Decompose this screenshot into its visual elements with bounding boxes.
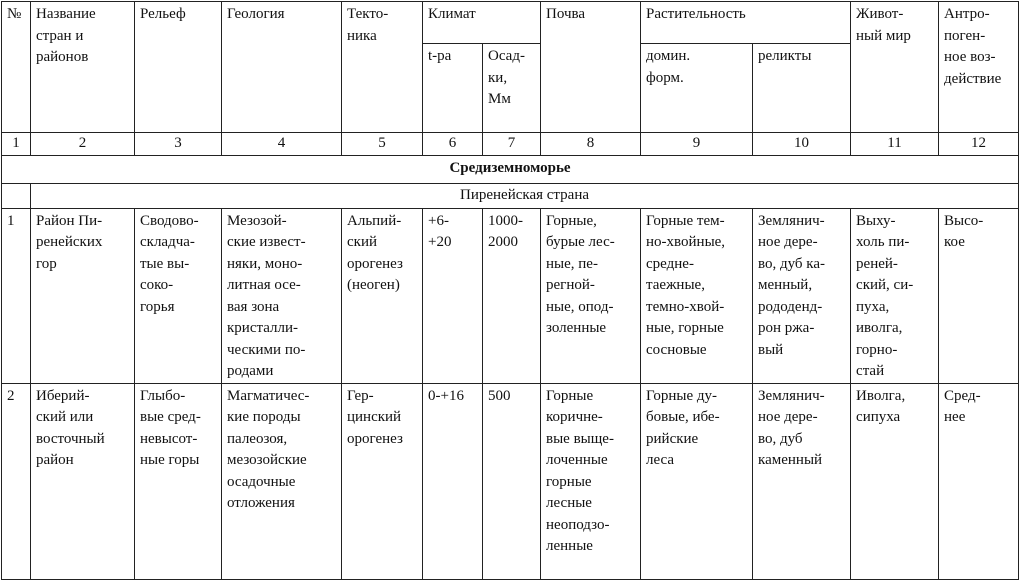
column-number: 11 bbox=[851, 133, 939, 156]
temperature-cell: 0-+16 bbox=[423, 383, 483, 579]
header-relief: Рельеф bbox=[135, 2, 222, 133]
geology-cell: Мезозой- ские извест- няки, моно- литная осе- вая зона кристалли- ческими по- родами bbox=[222, 208, 342, 383]
column-number: 3 bbox=[135, 133, 222, 156]
header-relicts: реликты bbox=[753, 44, 851, 133]
section-title: Средиземноморье bbox=[2, 155, 1019, 183]
header-soil: Почва bbox=[541, 2, 641, 133]
column-number-row bbox=[2, 133, 1019, 156]
column-number: 8 bbox=[541, 133, 641, 156]
table-row bbox=[2, 383, 1019, 579]
column-number: 2 bbox=[31, 133, 135, 156]
row-number: 2 bbox=[2, 383, 31, 579]
column-number: 7 bbox=[483, 133, 541, 156]
precipitation-cell: 500 bbox=[483, 383, 541, 579]
subsection-row bbox=[2, 183, 1019, 208]
relicts-cell: Землянич- ное дере- во, дуб ка- менный, рододенд- рон ржа- вый bbox=[753, 208, 851, 383]
tectonics-cell: Гер- цинский орогенез bbox=[342, 383, 423, 579]
relief-cell: Глыбо- вые сред- невысот- ные горы bbox=[135, 383, 222, 579]
header-climate: Климат bbox=[423, 2, 541, 44]
header-fauna: Живот- ный мир bbox=[851, 2, 939, 133]
column-number: 4 bbox=[222, 133, 342, 156]
row-number: 1 bbox=[2, 208, 31, 383]
temperature-cell: +6- +20 bbox=[423, 208, 483, 383]
column-number: 9 bbox=[641, 133, 753, 156]
region-name: Район Пи- ренейских гор bbox=[31, 208, 135, 383]
header-vegetation: Растительность bbox=[641, 2, 851, 44]
tectonics-cell: Альпий- ский орогенез (неоген) bbox=[342, 208, 423, 383]
anthropogenic-cell: Высо- кое bbox=[939, 208, 1019, 383]
subsection-blank-cell bbox=[2, 183, 31, 208]
column-number: 6 bbox=[423, 133, 483, 156]
column-number: 1 bbox=[2, 133, 31, 156]
column-number: 12 bbox=[939, 133, 1019, 156]
header-precipitation: Осад- ки, Мм bbox=[483, 44, 541, 133]
header-geology: Геология bbox=[222, 2, 342, 133]
precipitation-cell: 1000- 2000 bbox=[483, 208, 541, 383]
subsection-title: Пиренейская страна bbox=[31, 183, 1019, 208]
header-name: Название стран и районов bbox=[31, 2, 135, 133]
header-no: № bbox=[2, 2, 31, 133]
geology-cell: Магматичес- кие породы палеозоя, мезозойские осадочные отложения bbox=[222, 383, 342, 579]
section-row bbox=[2, 155, 1019, 183]
relicts-cell: Землянич- ное дере- во, дуб каменный bbox=[753, 383, 851, 579]
dominant-formations-cell: Горные ду- бовые, ибе- рийские леса bbox=[641, 383, 753, 579]
region-name: Иберий- ский или восточный район bbox=[31, 383, 135, 579]
relief-cell: Сводово- складча- тые вы- соко- горья bbox=[135, 208, 222, 383]
soil-cell: Горные коричне- вые выще- лоченные горные лесные неоподзо- ленные bbox=[541, 383, 641, 579]
header-dominant-formations: домин. форм. bbox=[641, 44, 753, 133]
soil-cell: Горные, бурые лес- ные, пе- регной- ные, опод- золенные bbox=[541, 208, 641, 383]
column-number: 10 bbox=[753, 133, 851, 156]
header-anthropogenic: Антро- поген- ное воз- действие bbox=[939, 2, 1019, 133]
fauna-cell: Иволга, сипуха bbox=[851, 383, 939, 579]
anthropogenic-cell: Сред- нее bbox=[939, 383, 1019, 579]
header-row-1 bbox=[2, 2, 1019, 44]
header-temperature: t-ра bbox=[423, 44, 483, 133]
column-number: 5 bbox=[342, 133, 423, 156]
header-tectonics: Текто- ника bbox=[342, 2, 423, 133]
fauna-cell: Выху- холь пи- реней- ский, си- пуха, иволга, горно- стай bbox=[851, 208, 939, 383]
dominant-formations-cell: Горные тем- но-хвойные, средне- таежные, темно-хвой- ные, горные сосновые bbox=[641, 208, 753, 383]
table-row bbox=[2, 208, 1019, 383]
geography-table bbox=[1, 1, 1019, 580]
